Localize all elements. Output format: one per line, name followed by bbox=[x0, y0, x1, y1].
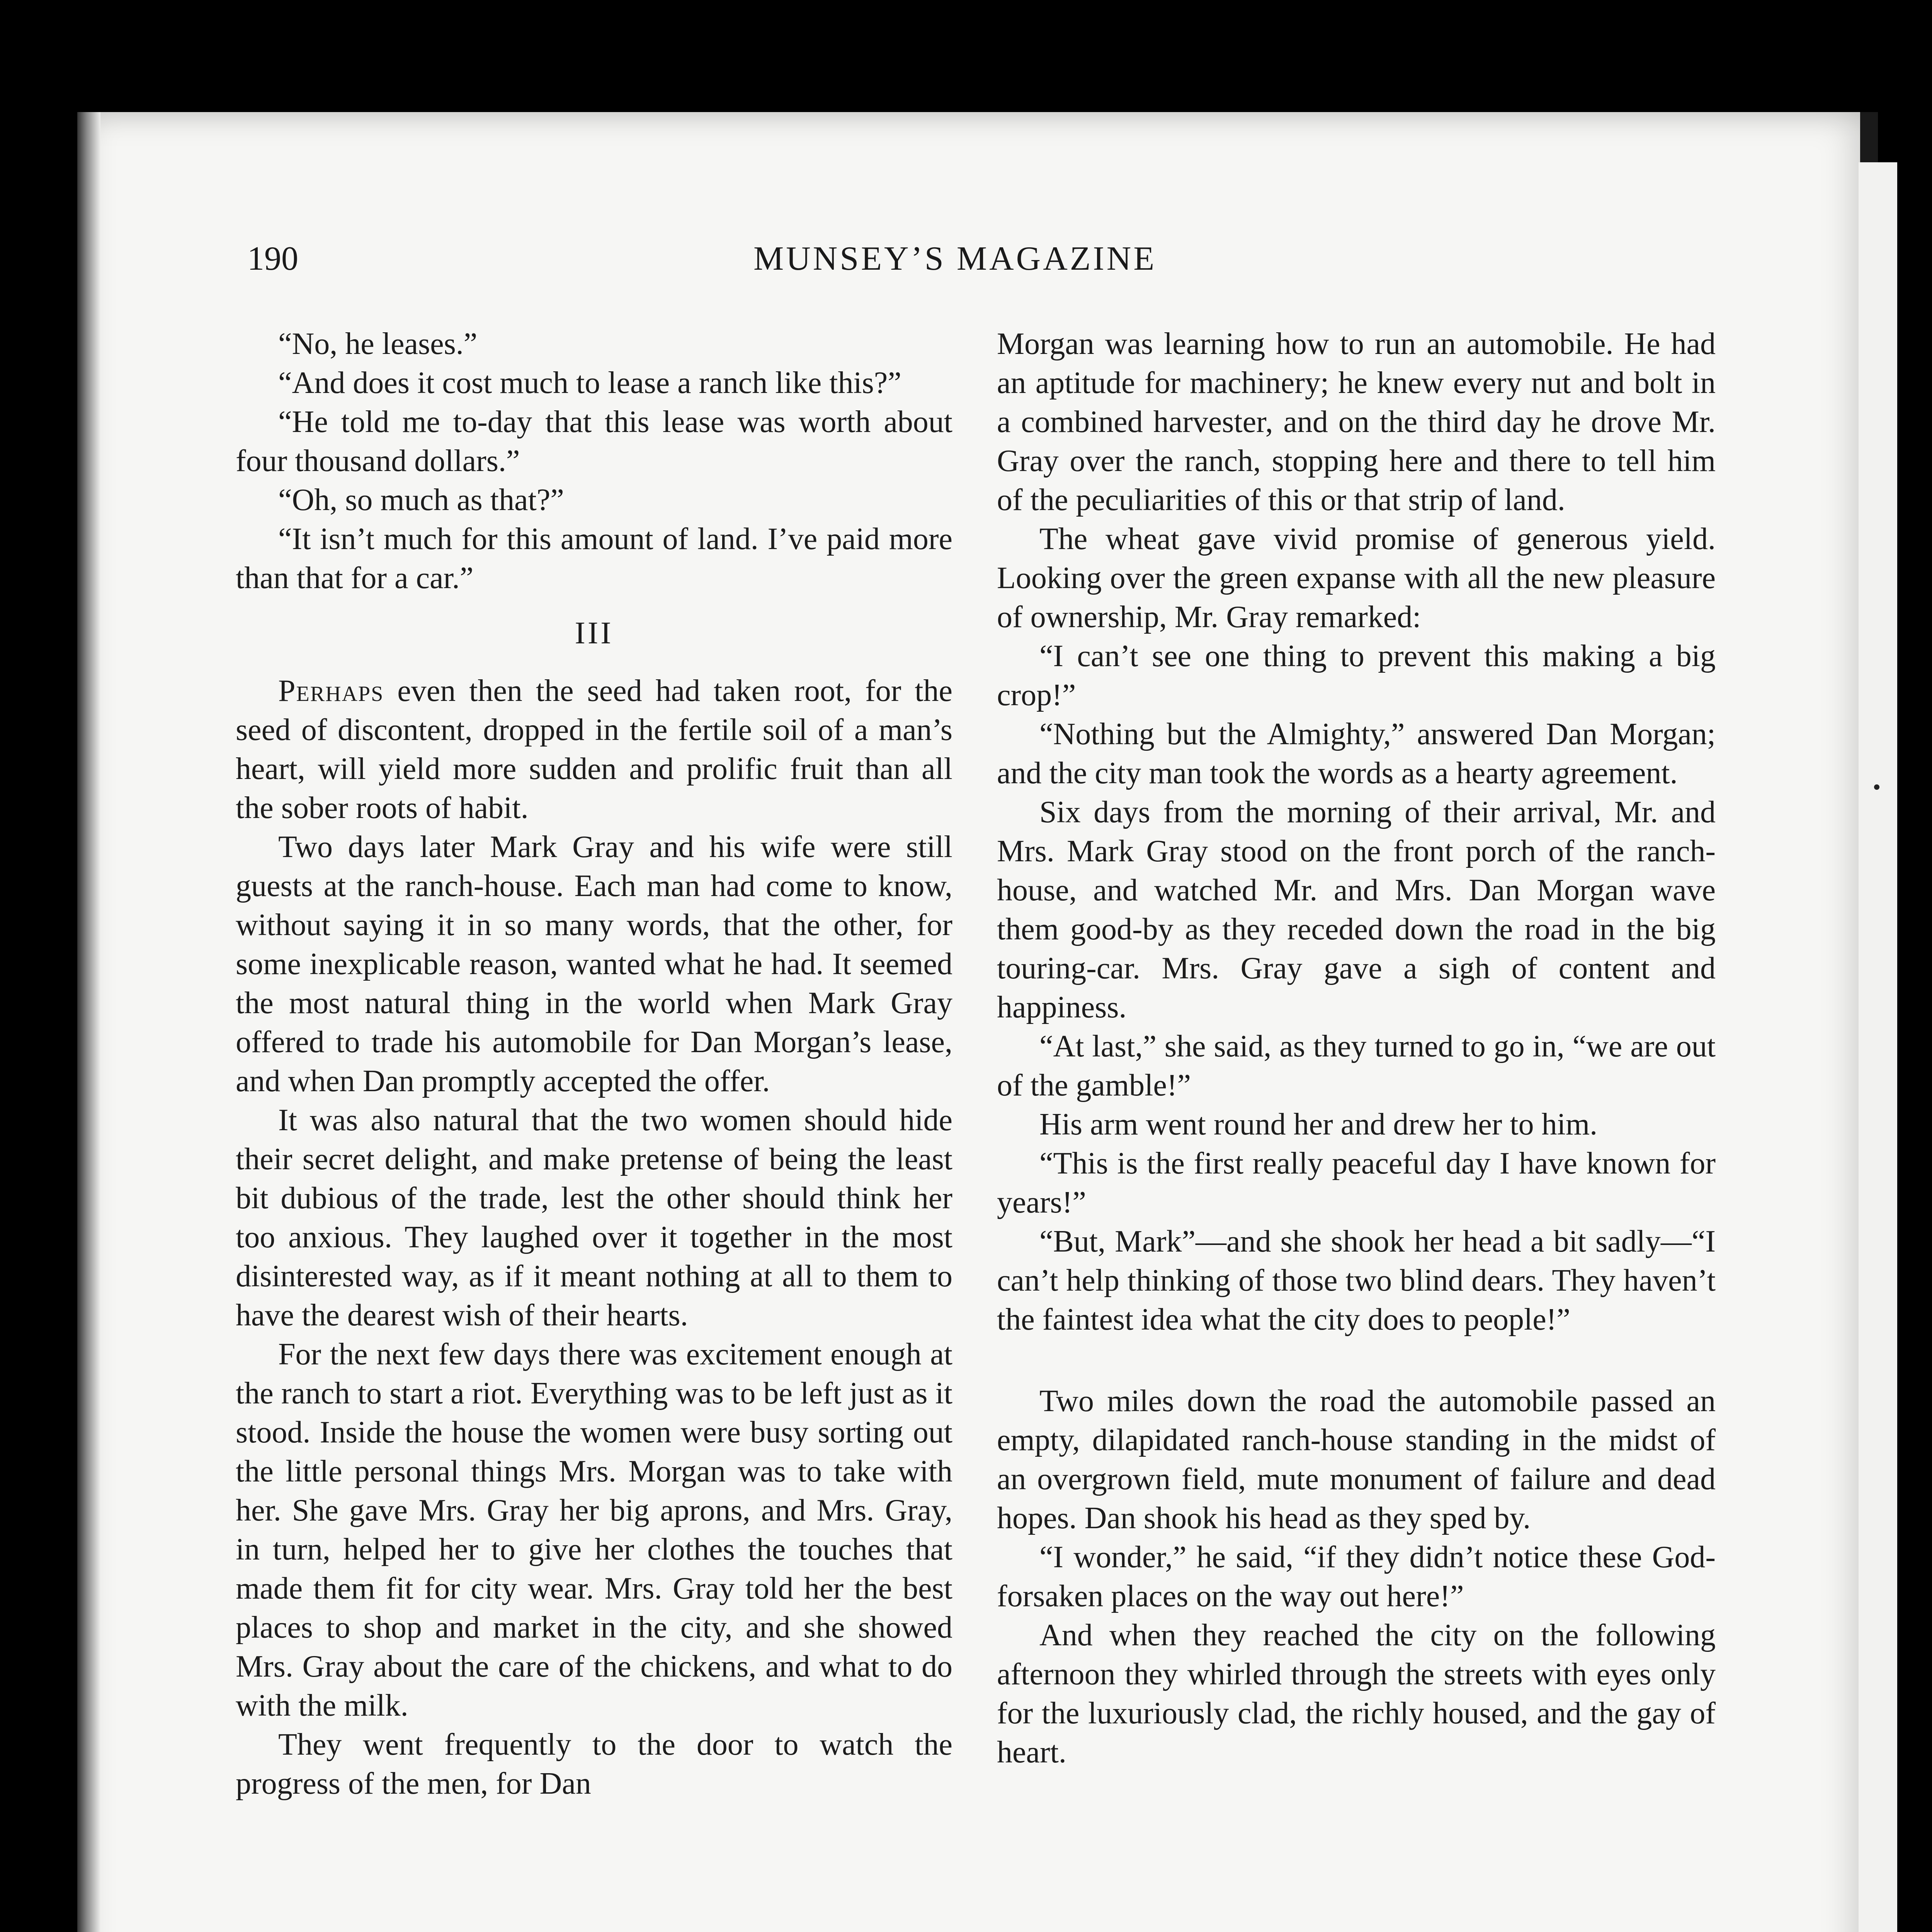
paragraph: For the next few days there was excitement enough at the ranch to start a riot. Everything was to be left just as it stood. Inside the house the women were busy sorting out the little personal things Mrs. Morgan was to take with her. She gave Mrs. Gray her big aprons, and Mrs. Gray, in turn, helped her to give her clothes the touches that made them fit for city wear. Mrs. Gray told her the best places to shop and market in the city, and she showed Mrs. Gray about the care of the chickens, and what to do with the milk. bbox=[236, 1337, 952, 1723]
paragraph: “But, Mark”—and she shook her head a bit sadly—“I can’t help thinking of those two blind dears. They haven’t the faintest idea what the city does to people!” bbox=[997, 1225, 1716, 1337]
paragraph: “He told me to-day that this lease was worth about four thousand dollars.” bbox=[236, 405, 952, 478]
paragraph: “Oh, so much as that?” bbox=[278, 483, 564, 517]
edge-mark bbox=[1874, 784, 1879, 790]
paragraph-text: even then the seed had taken root, for the seed of discontent, dropped in the fertile soil of a man’s heart, will yield more sudden and prolific fruit than all the sober roots of habit. bbox=[236, 674, 953, 825]
paragraph: His arm went round her and drew her to him. bbox=[1039, 1107, 1598, 1141]
left-column bbox=[236, 325, 952, 1803]
paragraph: Morgan was learning how to run an automobile. He had an aptitude for machinery; he knew every nut and bolt in a combined harvester, and on the third day he drove Mr. Gray over the ranch, stopping here and there to tell him of the peculiarities of this or that strip of land. bbox=[997, 327, 1716, 517]
paragraph: Two miles down the road the automobile passed an empty, dilapidated ranch-house standing in the midst of an overgrown field, mute monument of failure and dead hopes. Dan shook his head as they sped by. bbox=[997, 1384, 1716, 1535]
running-head bbox=[247, 236, 1206, 282]
right-column bbox=[997, 325, 1716, 1772]
paragraph: “No, he leases.” bbox=[278, 327, 478, 361]
paragraph: Six days from the morning of their arrival, Mr. and Mrs. Mark Gray stood on the front porch of the ranch-house, and watched Mr. and Mrs. Dan Morgan wave them good-by as they receded down the road in the big touring-car. Mrs. Gray gave a sigh of content and happiness. bbox=[997, 795, 1716, 1024]
page-number: 190 bbox=[247, 240, 298, 277]
section-break bbox=[997, 1339, 1716, 1382]
paragraph: “I can’t see one thing to prevent this making a big crop!” bbox=[997, 639, 1716, 712]
paragraph: It was also natural that the two women should hide their secret delight, and make pretense of being the least bit dubious of the trade, lest the other should think her too anxious. They laughed over it together in the most disinterested way, as if it meant nothing at all to them to have the dearest wish of their hearts. bbox=[236, 1103, 952, 1332]
paragraph bbox=[236, 672, 952, 828]
paragraph: “It isn’t much for this amount of land. I’ve paid more than that for a car.” bbox=[236, 522, 952, 595]
paragraph: “Nothing but the Almighty,” answered Dan Morgan; and the city man took the words as a hearty agreement. bbox=[997, 717, 1716, 790]
paragraph: Two days later Mark Gray and his wife were still guests at the ranch-house. Each man had come to know, without saying it in so many words, that the other, for some inexplicable reason, wanted what he had. It seemed the most natural thing in the world when Mark Gray offered to trade his automobile for Dan Morgan’s lease, and when Dan promptly accepted the offer. bbox=[236, 830, 952, 1098]
paragraph: And when they reached the city on the following afternoon they whirled through the streets with eyes only for the luxuriously clad, the richly housed, and the gay of heart. bbox=[997, 1618, 1716, 1769]
paragraph: “This is the first really peaceful day I have known for years!” bbox=[997, 1146, 1716, 1219]
page-binding bbox=[77, 112, 100, 1932]
magazine-title: MUNSEY’S MAGAZINE bbox=[753, 240, 1157, 277]
paragraph: The wheat gave vivid promise of generous yield. Looking over the green expanse with all the new pleasure of ownership, Mr. Gray remarked: bbox=[997, 522, 1716, 634]
paragraph: They went frequently to the door to watch the progress of the men, for Dan bbox=[236, 1728, 952, 1801]
next-page-edge bbox=[1859, 162, 1897, 1932]
lead-word: Perhaps bbox=[278, 674, 384, 708]
paragraph: “I wonder,” he said, “if they didn’t notice these God-forsaken places on the way out here!” bbox=[997, 1540, 1716, 1613]
section-heading: III bbox=[575, 615, 614, 650]
paragraph: “And does it cost much to lease a ranch like this?” bbox=[278, 366, 901, 400]
paragraph: “At last,” she said, as they turned to go in, “we are out of the gamble!” bbox=[997, 1029, 1716, 1102]
